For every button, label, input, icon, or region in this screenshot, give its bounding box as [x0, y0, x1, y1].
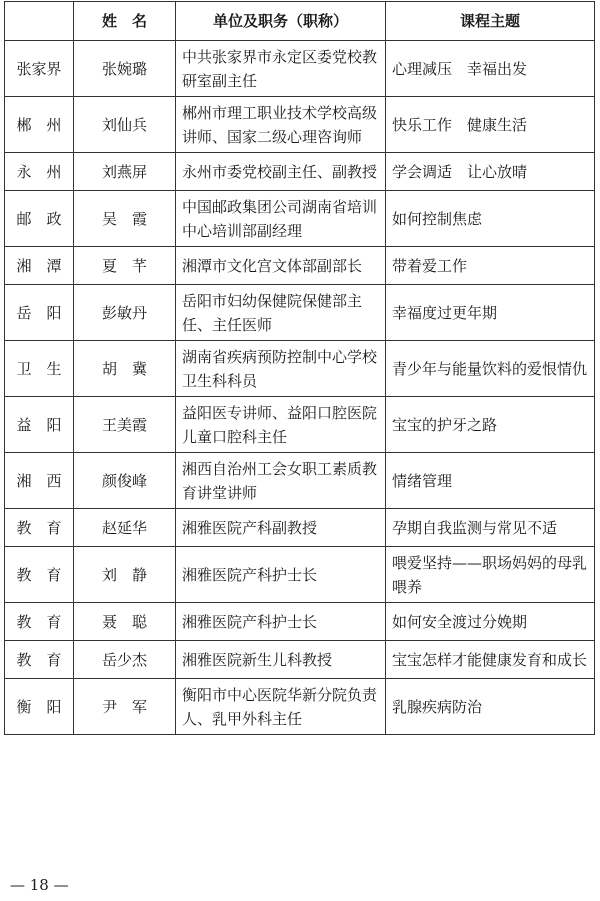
cell-region: 永 州 [5, 153, 74, 191]
cell-name: 胡 冀 [74, 341, 176, 397]
cell-name: 颜俊峰 [74, 453, 176, 509]
table-row [5, 247, 595, 285]
cell-name: 刘燕屏 [74, 153, 176, 191]
page-number: — 18 — [10, 876, 69, 894]
cell-name: 王美霞 [74, 397, 176, 453]
cell-region: 张家界 [5, 41, 74, 97]
cell-region: 教 育 [5, 603, 74, 641]
cell-region: 教 育 [5, 547, 74, 603]
cell-position: 永州市委党校副主任、副教授 [176, 153, 386, 191]
cell-position: 岳阳市妇幼保健院保健部主任、主任医师 [176, 285, 386, 341]
cell-region: 教 育 [5, 641, 74, 679]
cell-position: 益阳医专讲师、益阳口腔医院儿童口腔科主任 [176, 397, 386, 453]
cell-region: 卫 生 [5, 341, 74, 397]
cell-region: 益 阳 [5, 397, 74, 453]
cell-name: 彭敏丹 [74, 285, 176, 341]
cell-region: 郴 州 [5, 97, 74, 153]
cell-name: 尹 军 [74, 679, 176, 735]
table-row [5, 641, 595, 679]
table-row [5, 153, 595, 191]
cell-position: 湘雅医院产科护士长 [176, 547, 386, 603]
cell-topic: 宝宝的护牙之路 [386, 397, 595, 453]
cell-position: 中国邮政集团公司湖南省培训中心培训部副经理 [176, 191, 386, 247]
cell-topic: 青少年与能量饮料的爱恨情仇 [386, 341, 595, 397]
cell-position: 中共张家界市永定区委党校教研室副主任 [176, 41, 386, 97]
cell-name: 赵延华 [74, 509, 176, 547]
cell-topic: 学会调适 让心放晴 [386, 153, 595, 191]
table-row [5, 41, 595, 97]
cell-name: 聂 聪 [74, 603, 176, 641]
header-topic: 课程主题 [386, 2, 595, 41]
cell-position: 湘雅医院产科副教授 [176, 509, 386, 547]
cell-topic: 幸福度过更年期 [386, 285, 595, 341]
cell-name: 夏 芊 [74, 247, 176, 285]
table-row [5, 603, 595, 641]
cell-topic: 喂爱坚持——职场妈妈的母乳喂养 [386, 547, 595, 603]
header-region [5, 2, 74, 41]
table-row [5, 191, 595, 247]
cell-name: 张婉璐 [74, 41, 176, 97]
lecturer-table [4, 1, 595, 735]
cell-region: 岳 阳 [5, 285, 74, 341]
cell-topic: 情绪管理 [386, 453, 595, 509]
cell-position: 湘雅医院产科护士长 [176, 603, 386, 641]
cell-name: 岳少杰 [74, 641, 176, 679]
cell-topic: 带着爱工作 [386, 247, 595, 285]
table-row [5, 509, 595, 547]
cell-topic: 乳腺疾病防治 [386, 679, 595, 735]
header-name: 姓 名 [74, 2, 176, 41]
cell-position: 郴州市理工职业技术学校高级讲师、国家二级心理咨询师 [176, 97, 386, 153]
table-row [5, 547, 595, 603]
cell-region: 湘 潭 [5, 247, 74, 285]
cell-topic: 如何控制焦虑 [386, 191, 595, 247]
cell-topic: 快乐工作 健康生活 [386, 97, 595, 153]
cell-name: 刘 静 [74, 547, 176, 603]
header-row [5, 2, 595, 41]
cell-topic: 心理减压 幸福出发 [386, 41, 595, 97]
cell-topic: 孕期自我监测与常见不适 [386, 509, 595, 547]
cell-topic: 如何安全渡过分娩期 [386, 603, 595, 641]
cell-name: 吴 霞 [74, 191, 176, 247]
cell-position: 湘潭市文化宫文体部副部长 [176, 247, 386, 285]
cell-region: 邮 政 [5, 191, 74, 247]
cell-topic: 宝宝怎样才能健康发育和成长 [386, 641, 595, 679]
cell-position: 湘西自治州工会女职工素质教育讲堂讲师 [176, 453, 386, 509]
table-row [5, 97, 595, 153]
cell-position: 衡阳市中心医院华新分院负责人、乳甲外科主任 [176, 679, 386, 735]
table-row [5, 397, 595, 453]
cell-position: 湖南省疾病预防控制中心学校卫生科科员 [176, 341, 386, 397]
table-row [5, 285, 595, 341]
cell-region: 衡 阳 [5, 679, 74, 735]
table-row [5, 453, 595, 509]
cell-region: 教 育 [5, 509, 74, 547]
header-position: 单位及职务（职称） [176, 2, 386, 41]
table-row [5, 341, 595, 397]
cell-name: 刘仙兵 [74, 97, 176, 153]
cell-position: 湘雅医院新生儿科教授 [176, 641, 386, 679]
cell-region: 湘 西 [5, 453, 74, 509]
table-row [5, 679, 595, 735]
